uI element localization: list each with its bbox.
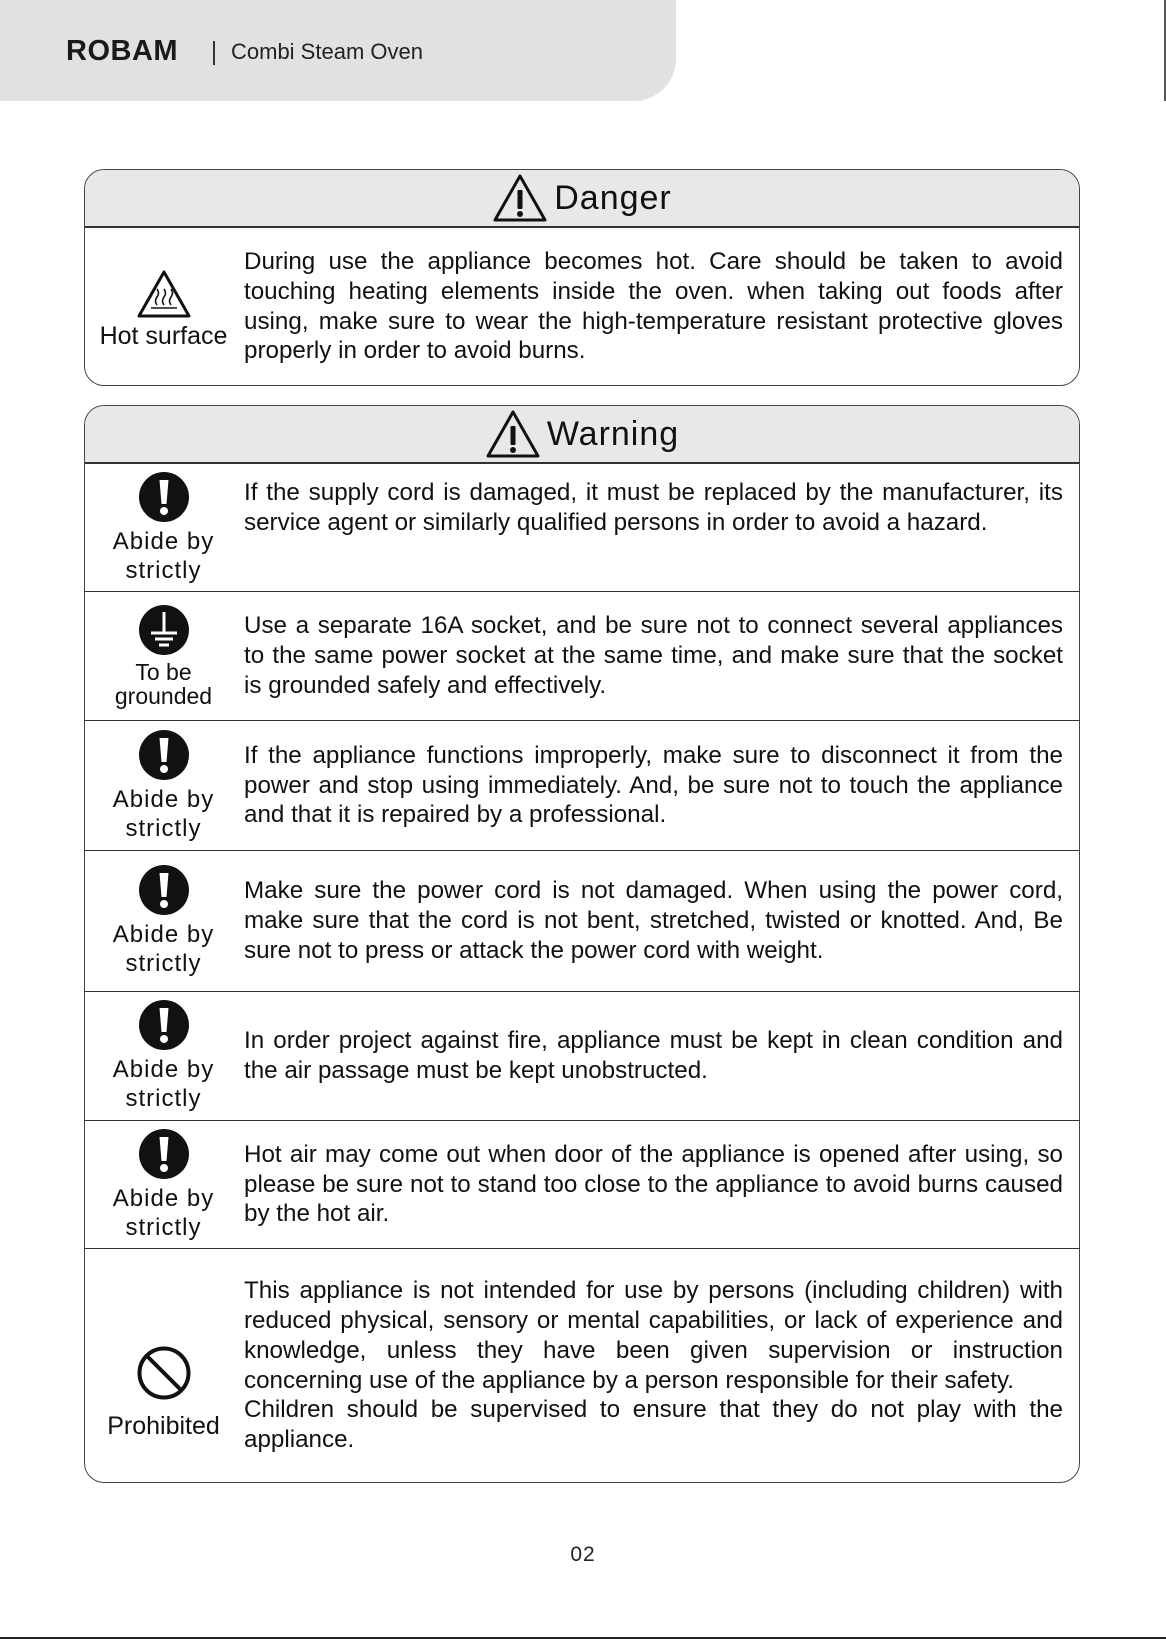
warning-triangle-icon (485, 409, 541, 459)
warning-text: In order project against fire, appliance must be kept in clean condition and the air passage must be kept unobstructed. (244, 1027, 1063, 1084)
warning-title: Warning (546, 414, 680, 453)
warning-row (85, 463, 1079, 591)
hot-surface-icon (136, 269, 192, 319)
symbol-label-line1: Abide by (112, 1056, 215, 1083)
warning-row (85, 850, 1079, 991)
symbol-label: Prohibited (107, 1411, 220, 1440)
symbol-label-line2: strictly (125, 950, 202, 977)
danger-box (84, 169, 1080, 386)
page-number: 02 (570, 1543, 596, 1566)
symbol-label-line1: Abide by (112, 921, 215, 948)
symbol-label-line1: Abide by (112, 1184, 215, 1212)
row-text (242, 721, 1079, 850)
header-divider (213, 41, 215, 65)
row-symbol (85, 592, 242, 720)
prohibited-icon (136, 1345, 192, 1401)
symbol-label-line2: strictly (125, 814, 202, 842)
danger-row (85, 227, 1079, 385)
symbol-label-line1: To be (135, 659, 192, 685)
warning-text-continued: Children should be supervised to ensure that they do not play with the appliance. (244, 1396, 1063, 1453)
warning-box (84, 405, 1080, 1483)
symbol-label-line2: grounded (114, 683, 213, 709)
brand-logo: ROBAM (66, 35, 179, 67)
row-text (242, 464, 1079, 591)
row-symbol (85, 721, 242, 850)
warning-text: Use a separate 16A socket, and be sure not to connect several appliances to the same power socket at the same time, and make sure that the socket is grounded safely and effectively. (244, 612, 1063, 699)
row-symbol (85, 1121, 242, 1248)
warning-row (85, 1248, 1079, 1482)
row-text (242, 992, 1079, 1120)
row-symbol (85, 464, 242, 591)
exclamation-icon (138, 471, 190, 523)
warning-row (85, 720, 1079, 850)
symbol-label: Hot surface (99, 321, 228, 350)
danger-header (85, 170, 1079, 227)
row-text (242, 1121, 1079, 1248)
warning-row (85, 591, 1079, 720)
ground-icon (138, 604, 190, 656)
symbol-label-line1: Abide by (112, 527, 215, 555)
warning-row (85, 1120, 1079, 1248)
danger-text: During use the appliance becomes hot. Care should be taken to avoid touching heating elements inside the oven. when taking out foods after using, make sure to wear the high-temperature resistant protective gloves properly in order to avoid burns. (244, 248, 1063, 365)
row-symbol (85, 851, 242, 991)
row-text (242, 851, 1079, 991)
warning-text: This appliance is not intended for use by persons (including children) with reduced physical, sensory or mental capabilities, or lack of experience and knowledge, unless they have been given supervision or instruction concerning use of the appliance by a person responsible for their safety. (244, 1277, 1063, 1394)
exclamation-icon (138, 864, 190, 916)
warning-header (85, 406, 1079, 463)
symbol-label-line1: Abide by (112, 785, 215, 813)
symbol-label-line2: strictly (125, 1085, 202, 1112)
symbol-label-line2: strictly (125, 1213, 202, 1241)
row-text (242, 592, 1079, 720)
symbol-label-line2: strictly (125, 556, 202, 584)
row-text (242, 1249, 1079, 1482)
row-text (242, 228, 1079, 385)
warning-text: Hot air may come out when door of the appliance is opened after using, so please be sure not to stand too close to the appliance to avoid burns caused by the hot air. (244, 1140, 1063, 1228)
warning-triangle-icon (492, 173, 548, 223)
danger-title: Danger (554, 178, 672, 217)
warning-text: If the appliance functions improperly, make sure to disconnect it from the power and stop using immediately. And, be sure not to touch the appliance and that it is repaired by a professional. (244, 741, 1063, 829)
row-symbol (85, 992, 242, 1120)
warning-text: If the supply cord is damaged, it must be replaced by the manufacturer, its service agent or similarly qualified persons in order to avoid a hazard. (244, 479, 1063, 536)
exclamation-icon (138, 999, 190, 1051)
warning-row (85, 991, 1079, 1120)
exclamation-icon (138, 729, 190, 781)
row-symbol (85, 228, 242, 385)
row-symbol (85, 1249, 242, 1482)
product-name: Combi Steam Oven (231, 39, 423, 64)
exclamation-icon (138, 1128, 190, 1180)
warning-text: Make sure the power cord is not damaged. When using the power cord, make sure that the cord is not bent, stretched, twisted or knotted. And, Be sure not to press or attack the power cord with weight. (244, 877, 1063, 964)
